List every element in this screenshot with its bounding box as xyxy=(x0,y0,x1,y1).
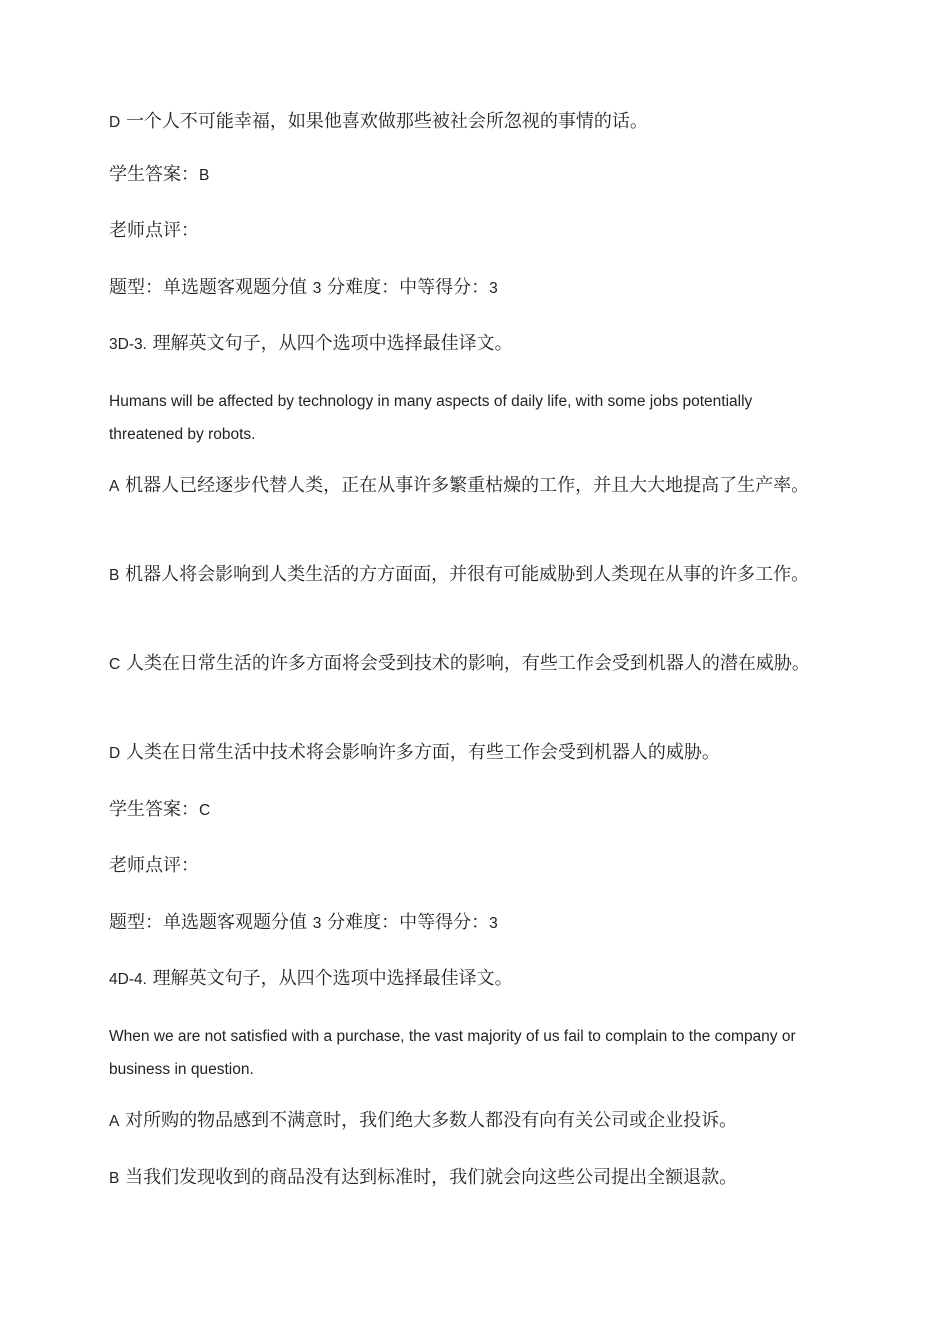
q3-teacher-comment xyxy=(109,850,829,882)
option-letter: B xyxy=(109,567,120,584)
q4-english-sentence: When we are not satisfied with a purchase, the vast majority of us fail to complain to the company or business in question. xyxy=(109,1028,796,1078)
q3-heading xyxy=(109,328,829,361)
meta-difficulty-label: 分难度：中等得分： xyxy=(327,277,490,298)
option-letter: A xyxy=(109,1113,120,1130)
question-instruction: 理解英文句子，从四个选项中选择最佳译文。 xyxy=(152,968,513,989)
q2-student-answer xyxy=(109,159,829,192)
q3-option-c xyxy=(109,648,829,681)
option-text: 一个人不可能幸福，如果他喜欢做那些被社会所忽视的事情的话。 xyxy=(125,111,648,132)
q4-heading xyxy=(109,963,829,996)
option-letter: A xyxy=(109,478,120,495)
q2-teacher-comment xyxy=(109,215,829,247)
student-answer-label: 学生答案： xyxy=(109,164,199,185)
meta-score-value: 3 xyxy=(312,915,322,932)
q4-option-b xyxy=(109,1162,829,1195)
meta-earned-value: 3 xyxy=(489,915,498,932)
teacher-comment-label: 老师点评： xyxy=(109,855,199,876)
student-answer-value: B xyxy=(199,167,210,184)
q3-student-answer xyxy=(109,794,829,827)
option-letter: D xyxy=(109,114,121,131)
q2-option-d xyxy=(109,106,829,139)
q3-meta xyxy=(109,907,829,940)
meta-type-label: 题型：单选题客观题分值 xyxy=(109,912,307,933)
q3-option-a xyxy=(109,470,829,503)
meta-difficulty-label: 分难度：中等得分： xyxy=(327,912,490,933)
option-letter: D xyxy=(109,745,121,762)
q4-option-a xyxy=(109,1105,829,1138)
option-letter: C xyxy=(109,656,121,673)
q3-english-sentence: Humans will be affected by technology in many aspects of daily life, with some jobs potentially threatened by robots. xyxy=(109,393,753,443)
student-answer-value: C xyxy=(199,802,211,819)
option-text: 机器人将会影响到人类生活的方方面面，并很有可能威胁到人类现在从事的许多工作。 xyxy=(125,564,810,585)
meta-score-value: 3 xyxy=(312,280,322,297)
option-letter: B xyxy=(109,1170,120,1187)
option-text: 对所购的物品感到不满意时，我们绝大多数人都没有向有关公司或企业投诉。 xyxy=(125,1110,738,1131)
option-text: 人类在日常生活中技术将会影响许多方面，有些工作会受到机器人的威胁。 xyxy=(125,742,720,763)
meta-earned-value: 3 xyxy=(489,280,498,297)
option-text: 机器人已经逐步代替人类，正在从事许多繁重枯燥的工作，并且大大地提高了生产率。 xyxy=(125,475,810,496)
q2-meta xyxy=(109,272,829,305)
question-instruction: 理解英文句子，从四个选项中选择最佳译文。 xyxy=(152,333,513,354)
question-number: 4D-4. xyxy=(109,971,147,988)
option-text: 当我们发现收到的商品没有达到标准时，我们就会向这些公司提出全额退款。 xyxy=(125,1167,738,1188)
q3-option-d xyxy=(109,737,829,770)
q3-option-b xyxy=(109,559,829,592)
question-number: 3D-3. xyxy=(109,336,147,353)
teacher-comment-label: 老师点评： xyxy=(109,220,199,241)
meta-type-label: 题型：单选题客观题分值 xyxy=(109,277,307,298)
option-text: 人类在日常生活的许多方面将会受到技术的影响，有些工作会受到机器人的潜在威胁。 xyxy=(125,653,810,674)
student-answer-label: 学生答案： xyxy=(109,799,199,820)
